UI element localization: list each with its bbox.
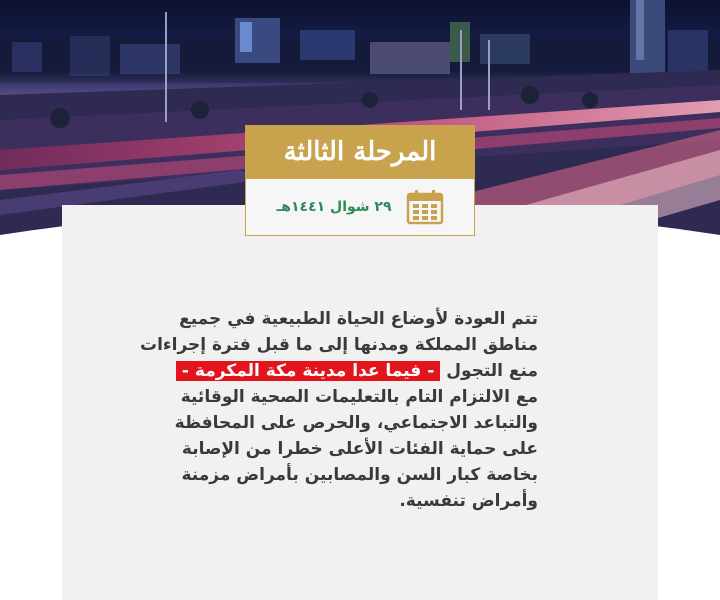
- body-line-prefix: منع التجول: [446, 361, 538, 381]
- body-line: وأمراض تنفسية.: [399, 491, 538, 511]
- phase-date-text: ٢٩ شوال ١٤٤١هـ: [276, 199, 392, 215]
- phase-date-row: [245, 179, 475, 236]
- body-line: والتباعد الاجتماعي، والحرص على المحافظة: [174, 413, 538, 433]
- body-line: بخاصة كبار السن والمصابين بأمراض مزمنة: [181, 465, 538, 485]
- phase-header: [245, 125, 475, 237]
- body-line: [80, 358, 538, 384]
- highlight-exception: - فيما عدا مدينة مكة المكرمة -: [176, 361, 440, 381]
- phase-title: المرحلة الثالثة: [245, 125, 475, 179]
- body-line: تتم العودة لأوضاع الحياة الطبيعية في جميع: [179, 309, 538, 329]
- body-line: على حماية الفئات الأعلى خطرا من الإصابة: [181, 439, 538, 459]
- body-line: مناطق المملكة ومدنها إلى ما قبل فترة إجراءات: [140, 335, 538, 355]
- calendar-icon: [406, 189, 444, 225]
- body-paragraph: [80, 306, 538, 514]
- body-line: مع الالتزام التام بالتعليمات الصحية الوقائية: [180, 387, 538, 407]
